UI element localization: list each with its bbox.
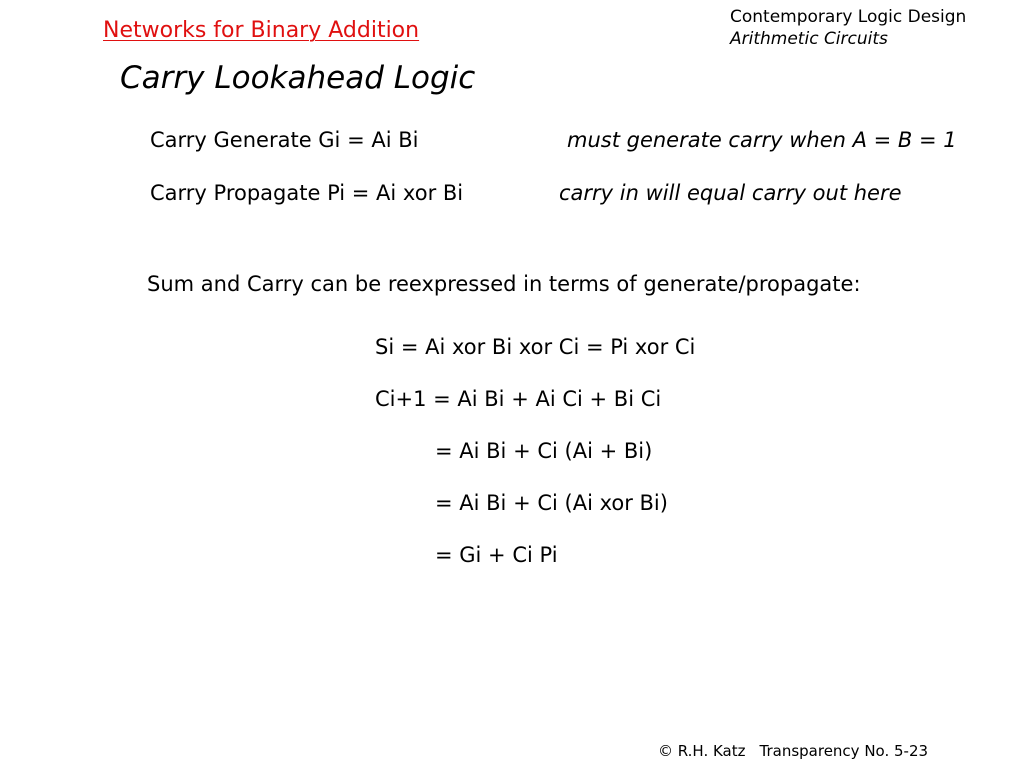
footer [658,742,928,760]
course-title: Contemporary Logic Design [730,7,967,27]
carry-generate-formula: Carry Generate Gi = Ai Bi [150,128,419,152]
carry-propagate-formula: Carry Propagate Pi = Ai xor Bi [150,181,464,205]
intro-text: Sum and Carry can be reexpressed in terms of generate/propagate: [147,272,861,296]
transparency-number: Transparency No. 5-23 [759,742,929,760]
carry-equation: Ci+1 = Ai Bi + Ai Ci + Bi Ci [375,387,662,411]
course-header [730,6,966,50]
carry-propagate-note: carry in will equal carry out here [559,181,902,205]
course-subtitle: Arithmetic Circuits [730,29,888,49]
slide-title: Carry Lookahead Logic [120,60,476,96]
carry-equation-step-2: = Ai Bi + Ci (Ai xor Bi) [435,491,668,515]
sum-equation: Si = Ai xor Bi xor Ci = Pi xor Ci [375,335,696,359]
carry-equation-step-1: = Ai Bi + Ci (Ai + Bi) [435,439,653,463]
copyright: © R.H. Katz [658,742,746,760]
section-title: Networks for Binary Addition [103,18,420,43]
carry-generate-note: must generate carry when A = B = 1 [567,128,957,152]
carry-equation-step-3: = Gi + Ci Pi [435,543,558,567]
